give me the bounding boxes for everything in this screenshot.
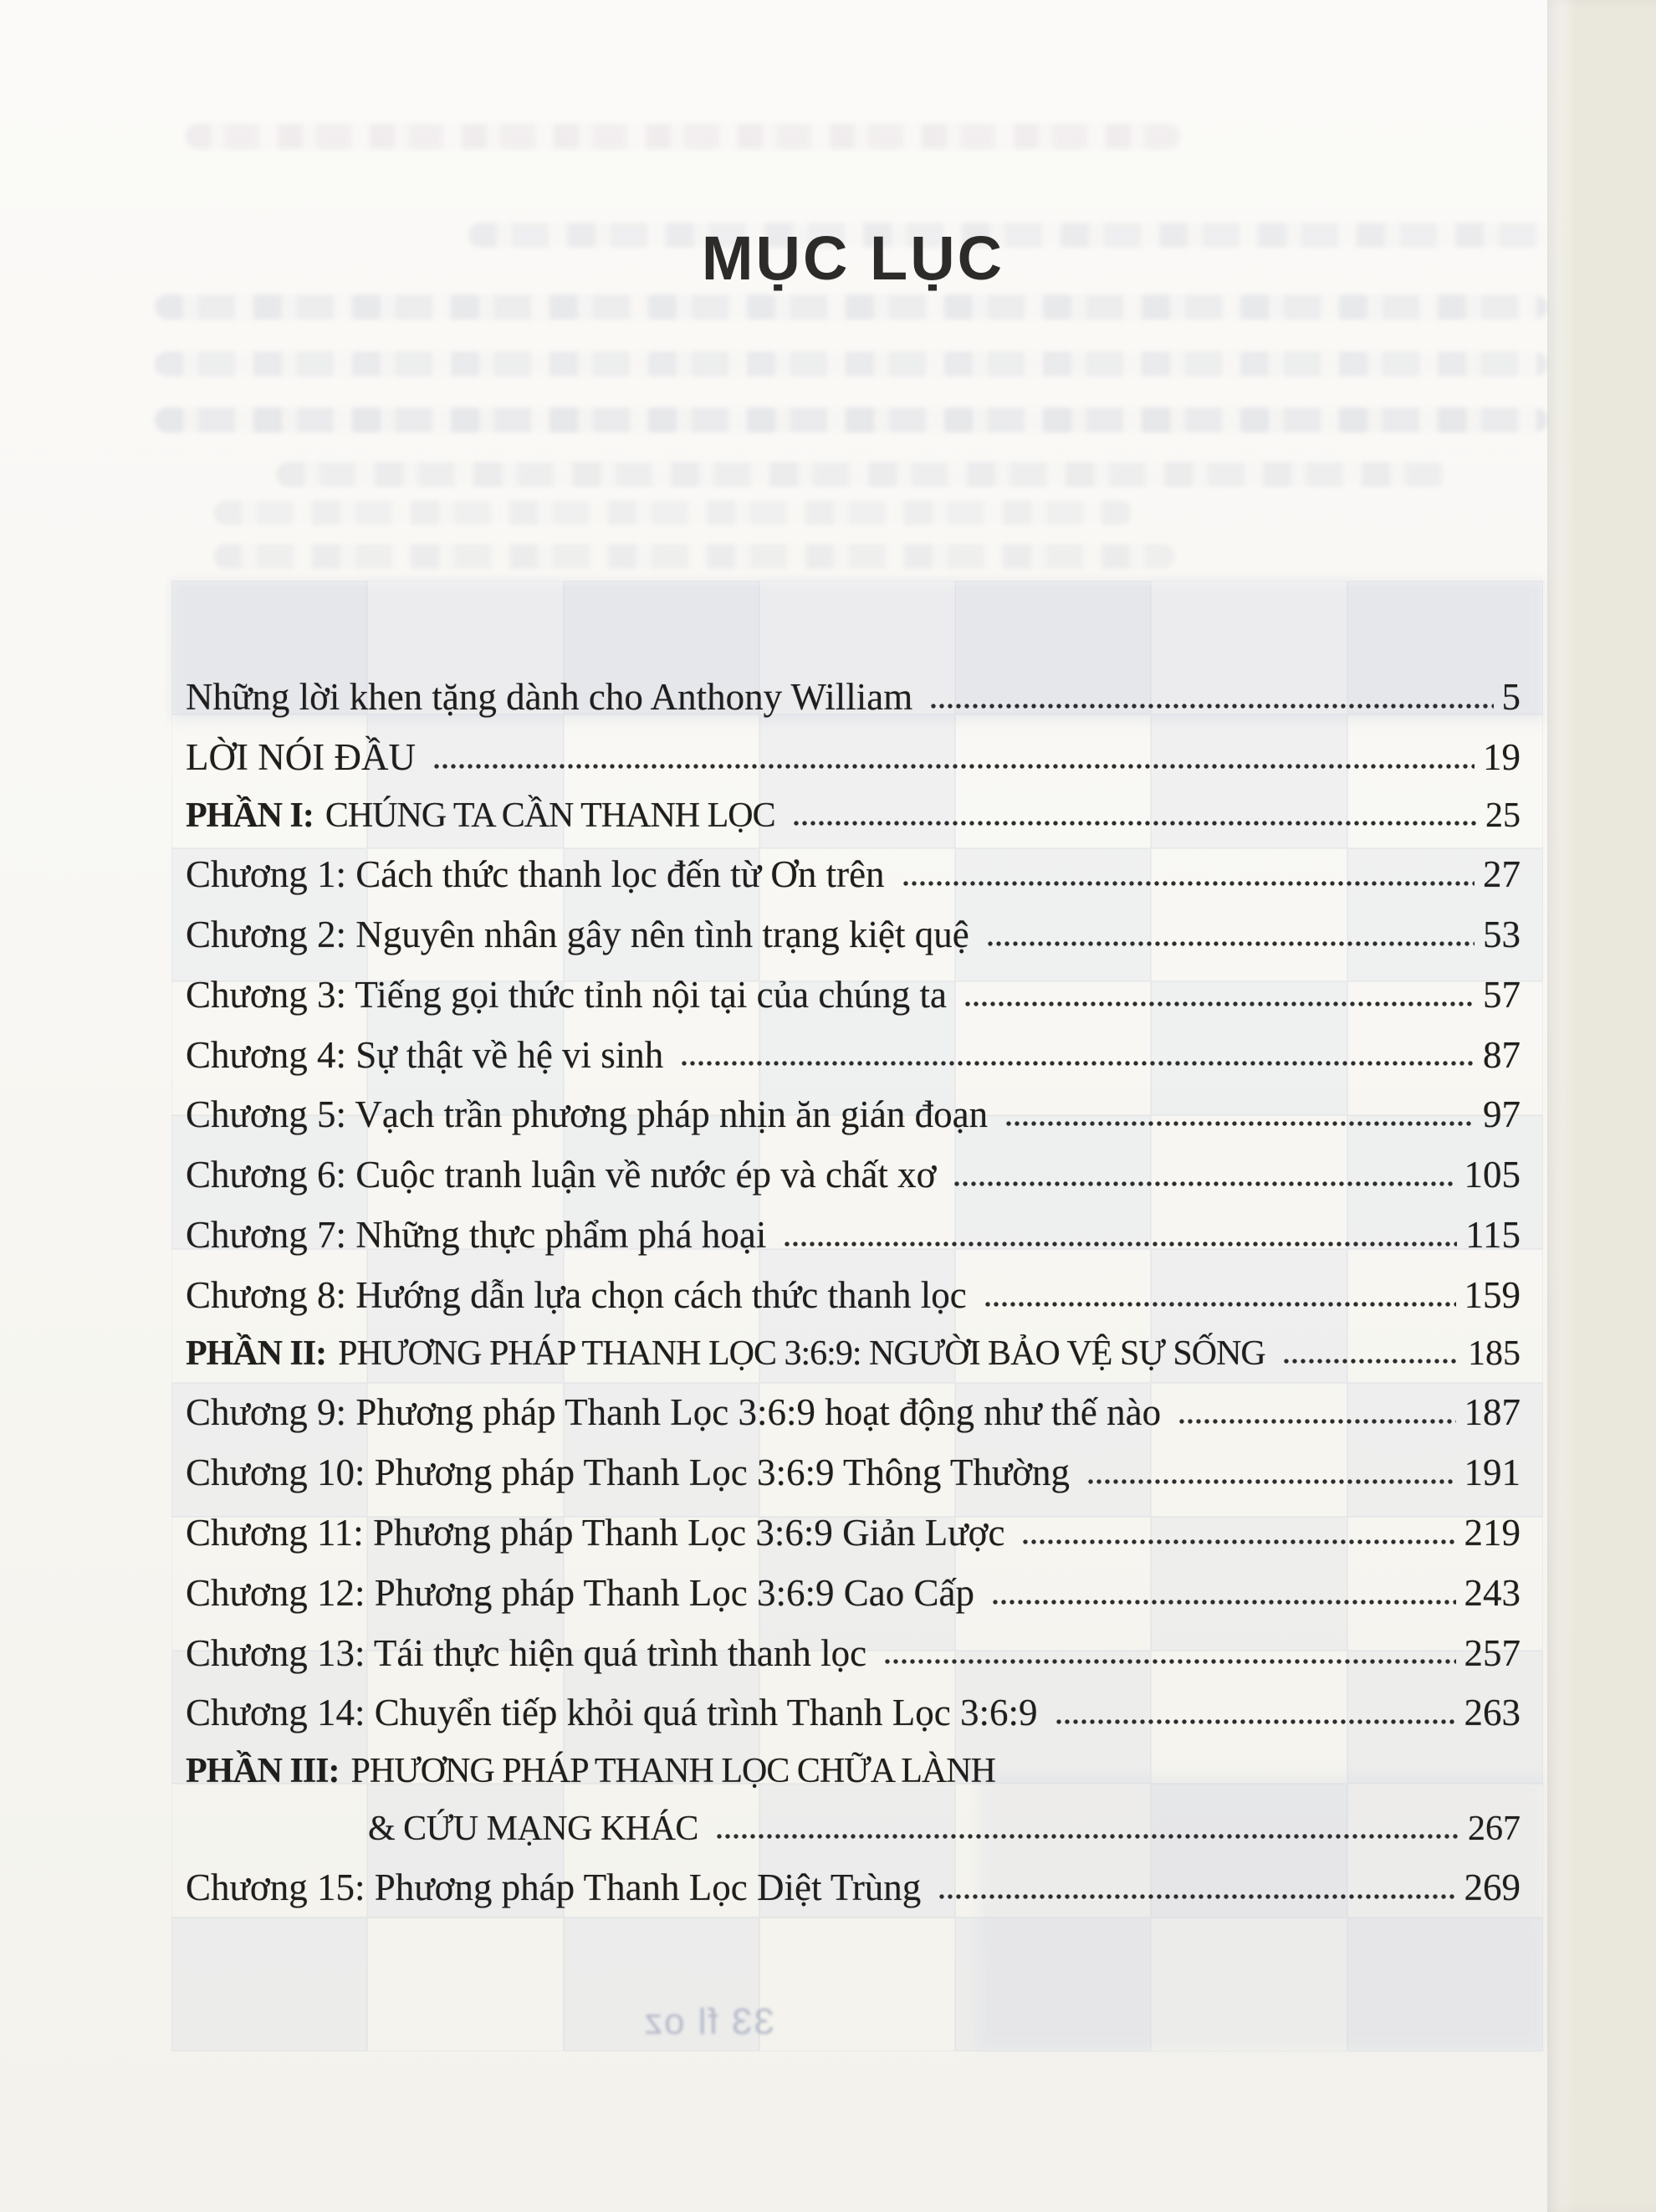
toc-entry [186,855,1521,894]
toc-entry-title: & CỨU MẠNG KHÁC [368,1809,698,1848]
dotted-leader [965,1001,1475,1006]
toc-entry-title: LỜI NÓI ĐẦU [186,735,416,778]
bleed-through-cell [171,1918,367,2051]
page-title: MỤC LỤC [701,223,1005,293]
toc-page-number: 243 [1464,1571,1521,1614]
bleed-through-text-line [155,407,1547,433]
toc-entry-title: CHÚNG TA CẦN THANH LỌC [325,796,775,835]
toc-page-number: 191 [1464,1452,1521,1494]
toc-entry-title: Chương 5: Vạch trần phương pháp nhịn ăn gián đoạn [186,1093,989,1136]
toc-entry-title: PHƯƠNG PHÁP THANH LỌC CHỮA LÀNH [350,1752,995,1791]
toc-entry-title: Chương 13: Tái thực hiện quá trình thanh lọc [186,1631,867,1674]
toc-page-number: 185 [1468,1334,1521,1373]
bleed-through-text-line [213,500,1133,525]
toc-entry [186,1631,1521,1674]
toc-entry-title: Chương 8: Hướng dẫn lựa chọn cách thức thanh lọc [186,1273,967,1316]
bleed-through-fragment: 33 fl oz [642,2001,774,2042]
toc-page-number: 267 [1468,1809,1521,1848]
toc-entry [186,1453,1521,1493]
toc-entry-title: Chương 12: Phương pháp Thanh Lọc 3:6:9 Cao Cấp [186,1571,974,1614]
toc-page-number: 187 [1464,1391,1521,1434]
toc-entry-title: PHƯƠNG PHÁP THANH LỌC 3:6:9: NGƯỜI BẢO VỆ SỰ SỐNG [338,1334,1265,1373]
toc-page-number: 25 [1485,796,1521,835]
dotted-leader [1284,1359,1459,1364]
toc-entry-title: Chương 6: Cuộc tranh luận về nước ép và chất xơ [186,1154,937,1196]
dotted-leader [993,1600,1456,1605]
dotted-leader [1056,1719,1456,1724]
toc-page-number: 19 [1483,735,1521,778]
dotted-leader [939,1894,1455,1899]
toc-entry [186,915,1521,955]
dotted-leader [1023,1539,1455,1544]
toc-entry [186,1216,1521,1255]
bleed-through-cell [759,1918,955,2051]
toc-part-prefix: PHẦN III: [186,1752,340,1791]
toc-entry-title: Chương 7: Những thực phẩm phá hoại [186,1214,767,1257]
toc-entry [186,1868,1521,1907]
toc-page-number: 269 [1464,1866,1521,1909]
bleed-through-header-line [186,124,1181,149]
toc-part-prefix: PHẦN I: [186,796,314,835]
toc-entry [186,1513,1521,1553]
dotted-leader [717,1834,1459,1839]
toc-entry-title: Những lời khen tặng dành cho Anthony William [186,676,913,718]
bleed-through-text-line [155,351,1547,376]
bleed-through-text-line [276,462,1447,487]
bleed-through-text-line [213,544,1175,569]
toc-entry-title: Chương 15: Phương pháp Thanh Lọc Diệt Trùng [186,1866,922,1909]
bleed-through-cell [1347,1918,1543,2051]
dotted-leader [954,1181,1455,1186]
toc-page-number: 105 [1464,1154,1521,1196]
bleed-through-cell [564,1918,759,2051]
toc-page-number: 27 [1483,853,1521,896]
toc-entry [186,735,1521,778]
toc-page-number: 5 [1501,676,1521,718]
dotted-leader [785,1242,1457,1247]
toc-page-number: 219 [1464,1511,1521,1554]
toc-entry-title: Chương 14: Chuyển tiếp khỏi quá trình Thanh Lọc 3:6:9 [186,1692,1038,1734]
toc-entry-title: Chương 2: Nguyên nhân gây nên tình trạng kiệt quệ [186,914,969,956]
bleed-through-text-line [155,294,1547,320]
toc-entry-title: Chương 9: Phương pháp Thanh Lọc 3:6:9 hoạt động như thế nào [186,1391,1162,1434]
bleed-through-cell [955,1918,1151,2051]
toc-page-number: 53 [1483,914,1521,956]
toc-entry [186,1754,1521,1790]
toc-entry [186,1273,1521,1316]
dotted-leader [682,1061,1475,1066]
toc-entry [186,678,1521,717]
dotted-leader [988,941,1475,946]
toc-page-number: 57 [1483,973,1521,1016]
toc-page-number: 97 [1483,1093,1521,1136]
dotted-leader [1179,1419,1455,1424]
dotted-leader [434,764,1475,769]
dotted-leader [985,1302,1456,1307]
toc-list [186,678,1521,1928]
dotted-leader [1006,1121,1475,1126]
toc-entry [186,1393,1521,1432]
page-edge [1547,0,1656,2212]
toc-entry [186,1155,1521,1195]
bleed-through-cell [367,1918,563,2051]
toc-page-number: 87 [1483,1033,1521,1076]
toc-page-number: 257 [1464,1631,1521,1674]
toc-entry-title: Chương 10: Phương pháp Thanh Lọc 3:6:9 Thông Thường [186,1452,1071,1494]
toc-entry-title: Chương 4: Sự thật về hệ vi sinh [186,1033,664,1076]
toc-entry [186,798,1521,835]
toc-entry [186,1571,1521,1614]
toc-entry [186,1336,1521,1373]
toc-entry [186,1095,1521,1134]
toc-page-number: 115 [1465,1214,1521,1257]
dotted-leader [794,821,1477,826]
toc-part-prefix: PHẦN II: [186,1334,327,1373]
toc-entry-title: Chương 11: Phương pháp Thanh Lọc 3:6:9 Giản Lược [186,1511,1005,1554]
bleed-through-cell [1151,1918,1347,2051]
dotted-leader [903,881,1475,886]
toc-entry-title: Chương 1: Cách thức thanh lọc đến từ Ơn trên [186,853,885,896]
toc-entry [186,975,1521,1015]
toc-entry [186,1033,1521,1076]
toc-entry [186,1693,1521,1733]
toc-page-number: 263 [1464,1692,1521,1734]
toc-page-number: 159 [1464,1273,1521,1316]
toc-entry [186,1811,1521,1848]
toc-entry-title: Chương 3: Tiếng gọi thức tỉnh nội tại của chúng ta [186,973,948,1016]
dotted-leader [931,704,1493,709]
dotted-leader [885,1659,1455,1664]
dotted-leader [1088,1479,1455,1484]
